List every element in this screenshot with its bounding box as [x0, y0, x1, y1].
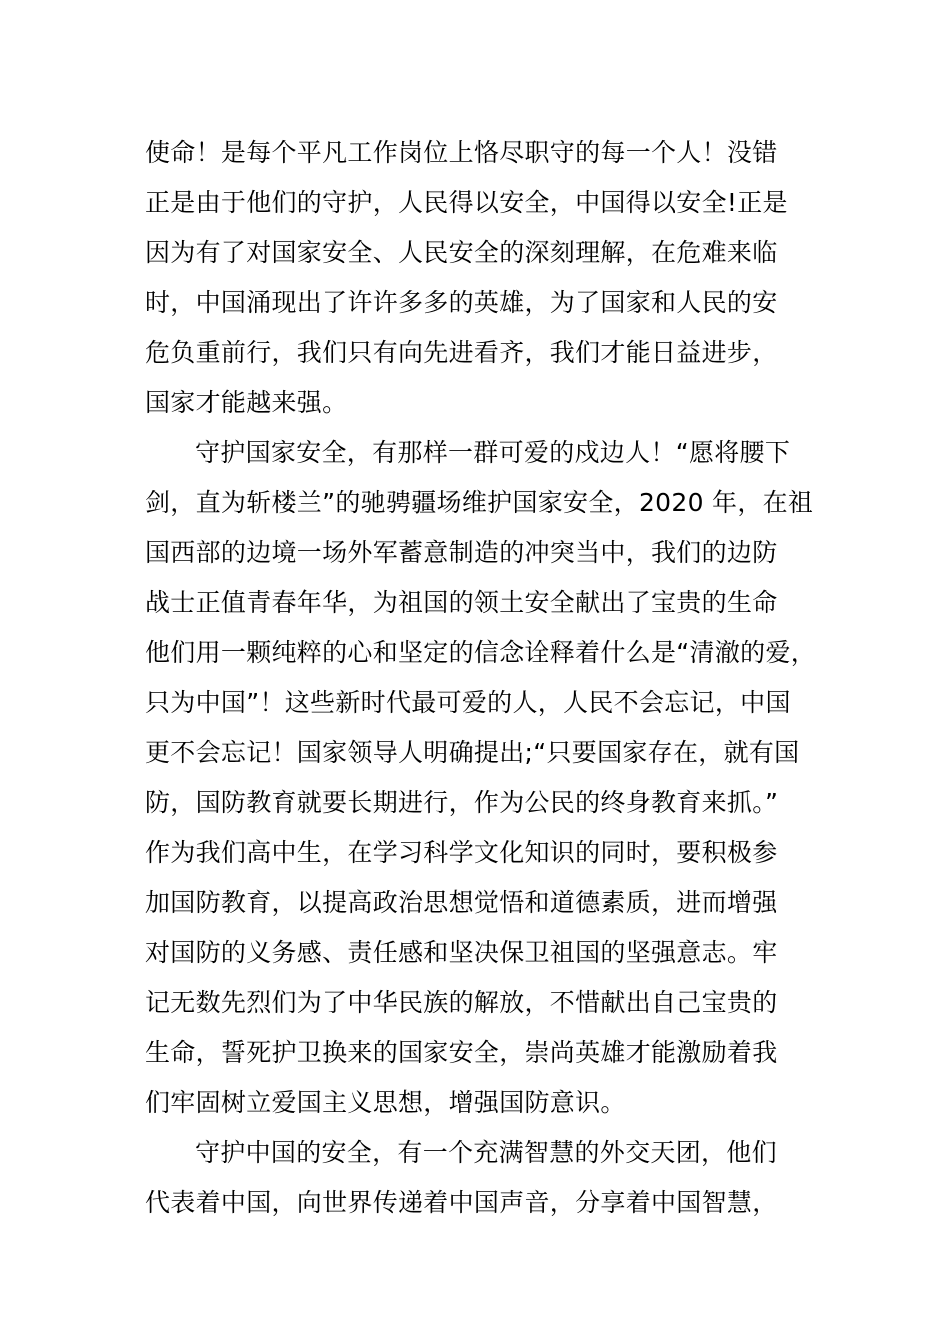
text-line: 记无数先烈们为了中华民族的解放，不惜献出自己宝贵的 — [145, 988, 778, 1017]
text-line: 剑，直为斩楼兰”的驰骋疆场维护国家安全，2020 年，在祖 — [145, 488, 814, 517]
text-line: 守护中国的安全，有一个充满智慧的外交天团，他们 — [195, 1138, 777, 1167]
text-line: 使命！是每个平凡工作岗位上恪尽职守的每一个人！没错 — [145, 138, 778, 167]
body-text — [145, 128, 825, 1228]
text-line: 们牢固树立爱国主义思想，增强国防意识。 — [145, 1088, 626, 1117]
text-line: 守护国家安全，有那样一群可爱的戍边人！“愿将腰下 — [195, 438, 791, 467]
text-line: 他们用一颗纯粹的心和坚定的信念诠释着什么是“清澈的爱， — [145, 638, 817, 667]
text-line: 正是由于他们的守护，人民得以安全，中国得以安全!正是 — [145, 188, 788, 217]
text-line: 防，国防教育就要长期进行，作为公民的终身教育来抓。” — [145, 788, 779, 817]
text-line: 更不会忘记！国家领导人明确提出;“只要国家存在，就有国 — [145, 738, 800, 767]
text-line: 生命，誓死护卫换来的国家安全，崇尚英雄才能激励着我 — [145, 1038, 778, 1067]
text-line: 因为有了对国家安全、人民安全的深刻理解，在危难来临 — [145, 238, 778, 267]
text-line: 战士正值青春年华，为祖国的领土安全献出了宝贵的生命 — [145, 588, 778, 617]
text-line: 作为我们高中生，在学习科学文化知识的同时，要积极参 — [145, 838, 778, 867]
paragraph-2 — [145, 428, 825, 1128]
text-line: 国家才能越来强。 — [145, 388, 348, 417]
text-line: 危负重前行，我们只有向先进看齐，我们才能日益进步， — [145, 338, 778, 367]
paragraph-1 — [145, 128, 825, 428]
text-line: 代表着中国，向世界传递着中国声音，分享着中国智慧， — [145, 1188, 778, 1217]
text-line: 加国防教育，以提高政治思想觉悟和道德素质，进而增强 — [145, 888, 778, 917]
paragraph-3 — [145, 1128, 825, 1228]
text-line: 只为中国”！这些新时代最可爱的人，人民不会忘记，中国 — [145, 688, 791, 717]
text-line: 国西部的边境一场外军蓄意制造的冲突当中，我们的边防 — [145, 538, 778, 567]
text-line: 对国防的义务感、责任感和坚决保卫祖国的坚强意志。牢 — [145, 938, 778, 967]
text-line: 时，中国涌现出了许许多多的英雄，为了国家和人民的安 — [145, 288, 778, 317]
